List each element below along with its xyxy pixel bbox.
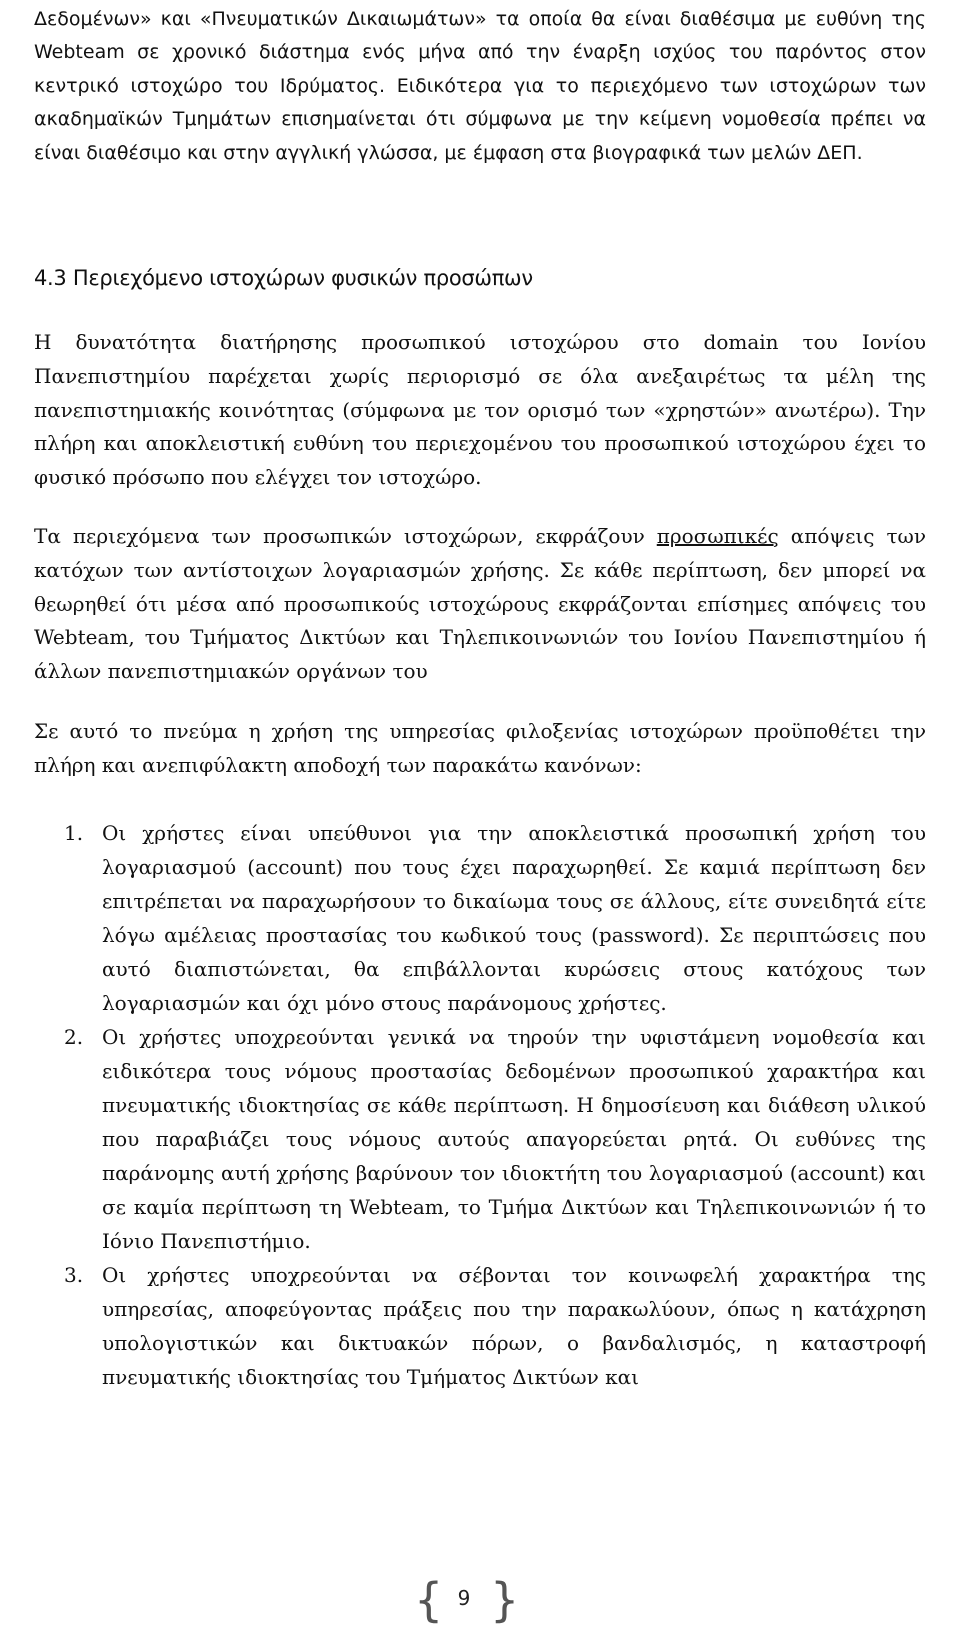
body-paragraph-3: Σε αυτό το πνεύμα η χρήση της υπηρεσίας φιλοξενίας ιστοχώρων προϋποθέτει την πλήρη και ανεπιφύλακτη αποδοχή των παρακάτω κανόνων: (34, 719, 926, 777)
right-brace-decoration: } (490, 1573, 520, 1627)
list-item-text: Οι χρήστες υποχρεούνται να σέβονται τον κοινωφελή χαρακτήρα της υπηρεσίας, αποφεύγοντας πράξεις που την παρακωλύουν, όπως η κατάχρηση υπολογιστικών και δικτυακών πόρων, ο βανδαλισμός, η καταστροφή πνευματικής ιδιοκτησίας του Τμήματος Δικτύων και (102, 1263, 926, 1389)
list-item-number: 1. (64, 821, 84, 845)
body-paragraph-2 (34, 520, 926, 689)
left-brace-decoration: { (414, 1573, 444, 1627)
body-paragraph-2-start: Τα περιεχόμενα των προσωπικών ιστοχώρων, εκφράζουν (34, 524, 657, 548)
list-item (34, 816, 926, 1020)
body-paragraph-1: Η δυνατότητα διατήρησης προσωπικού ιστοχώρου στο domain του Ιονίου Πανεπιστημίου παρέχεται χωρίς περιορισμό σε όλα ανεξαιρέτως τα μέλη της πανεπιστημιακής κοινότητας (σύμφωνα με τον ορισμό των «χρηστών» ανωτέρω). Την πλήρη και αποκλειστική ευθύνη του περιεχομένου του προσωπικού ιστοχώρου έχει το φυσικό πρόσωπο που ελέγχει τον ιστοχώρο. (34, 330, 926, 490)
rules-list (34, 816, 926, 1394)
page-footer (0, 1572, 960, 1632)
list-item-text: Οι χρήστες υποχρεούνται γενικά να τηρούν την υφιστάμενη νομοθεσία και ειδικότερα τους νόμους προστασίας δεδομένων προσωπικού χαρακτήρα και πνευματικής ιδιοκτησίας σε κάθε περίπτωση. Η δημοσίευση και διάθεση υλικού που παραβιάζει τους νόμους αυτούς απαγορεύεται ρητά. Οι ευθύνες της παράνομης αυτή χρήσης βαρύνουν τον ιδιοκτήτη του λογαριασμού (account) και σε καμία περίπτωση τη Webteam, το Τμήμα Δικτύων και Τηλεπικοινωνιών ή το Ιόνιο Πανεπιστήμιο. (102, 1025, 926, 1253)
list-item (34, 1020, 926, 1258)
list-item-number: 2. (64, 1025, 84, 1049)
intro-paragraph: Δεδομένων» και «Πνευματικών Δικαιωμάτων» τα οποία θα είναι διαθέσιμα με ευθύνη της Webteam σε χρονικό διάστημα ενός μήνα από την έναρξη ισχύος του παρόντος στον κεντρικό ιστοχώρο του Ιδρύματος. Ειδικότερα για το περιεχόμενο των ιστοχώρων των ακαδημαϊκών Τμημάτων επισημαίνεται ότι σύμφωνα με την κείμενη νομοθεσία πρέπει να είναι διαθέσιμο και στην αγγλική γλώσσα, με έμφαση στα βιογραφικά των μελών ΔΕΠ. (34, 8, 926, 164)
section-heading: 4.3 Περιεχόμενο ιστοχώρων φυσικών προσώπων (34, 266, 533, 290)
body-paragraph-2-end: απόψεις των κατόχων των αντίστοιχων λογαριασμών χρήσης. Σε κάθε περίπτωση, δεν μπορεί να θεωρηθεί ότι μέσα από προσωπικούς ιστοχώρους εκφράζονται επίσημες απόψεις του Webteam, του Τμήματος Δικτύων και Τηλεπικοινωνιών του Ιονίου Πανεπιστημίου ή άλλων πανεπιστημιακών οργάνων του (34, 524, 926, 684)
list-item-text: Οι χρήστες είναι υπεύθυνοι για την αποκλειστικά προσωπική χρήση του λογαριασμού (account) που τους έχει παραχωρηθεί. Σε καμιά περίπτωση δεν επιτρέπεται να παραχωρήσουν το δικαίωμα τους σε άλλους, είτε συνειδητά είτε λόγω αμέλειας προστασίας του κωδικού τους (password). Σε περιπτώσεις που αυτό διαπιστώνεται, θα επιβάλλονται κυρώσεις στους κατόχους των λογαριασμών και όχι μόνο στους παράνομους χρήστες. (102, 821, 926, 1015)
list-item (34, 1258, 926, 1394)
page-number: 9 (457, 1586, 471, 1610)
underlined-word: προσωπικές (656, 524, 779, 548)
list-item-number: 3. (64, 1263, 84, 1287)
